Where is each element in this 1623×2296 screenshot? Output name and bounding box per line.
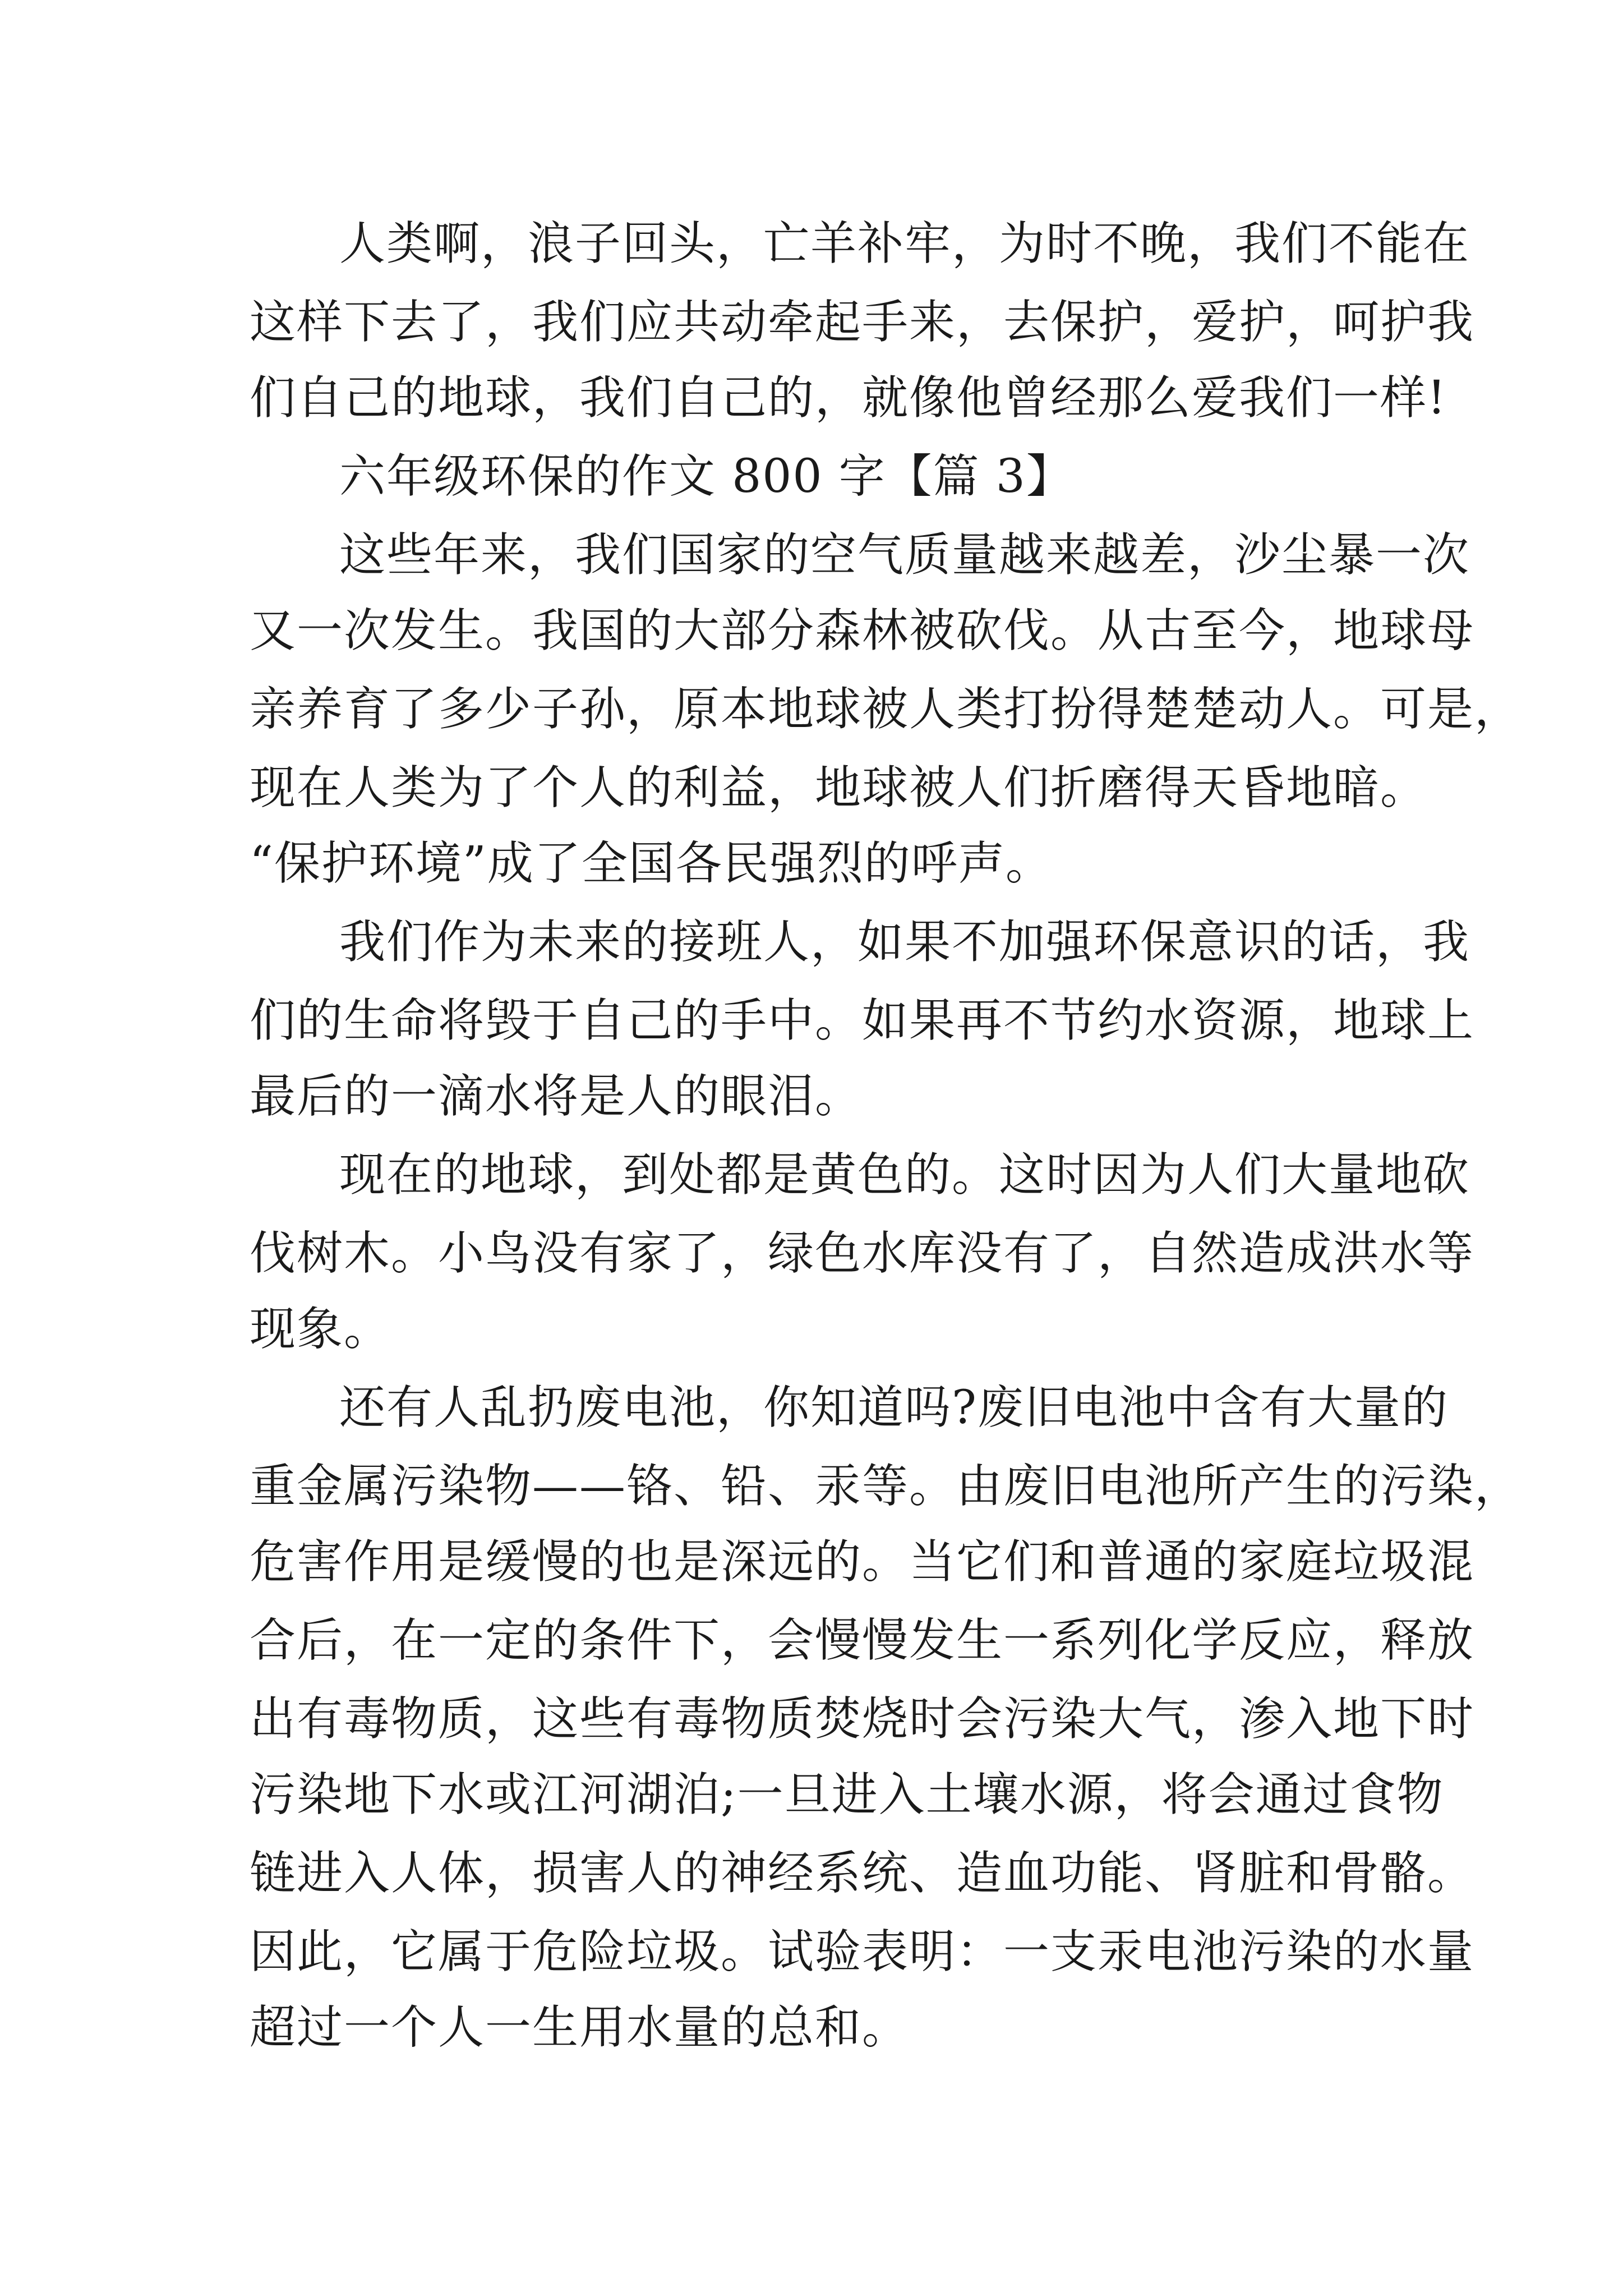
text-line: 亲养育了多少子孙，原本地球被人类打扮得楚楚动人。可是， [250,683,1522,736]
text-line: 现象。 [250,1303,391,1356]
text-line: 重金属污染物——铬、铅、汞等。由废旧电池所产生的污染， [250,1460,1522,1513]
text-line: 们的生命将毁于自己的手中。如果再不节约水资源，地球上 [250,994,1475,1047]
text-line: 因此，它属于危险垃圾。试验表明：一支汞电池污染的水量 [250,1925,1475,1978]
text-line: 还有人乱扔废电池，你知道吗?废旧电池中含有大量的 [339,1381,1449,1434]
section-heading: 六年级环保的作文 800 字【篇 3】 [339,450,1073,503]
text-line: 超过一个人一生用水量的总和。 [250,2001,910,2054]
text-line: 这样下去了，我们应共动牵起手来，去保护，爱护，呵护我 [250,296,1475,349]
text-line: 危害作用是缓慢的也是深远的。当它们和普通的家庭垃圾混 [250,1535,1475,1589]
text-line: 最后的一滴水将是人的眼泪。 [250,1070,863,1123]
text-line: 污染地下水或江河湖泊;一旦进入土壤水源，将会通过食物 [250,1768,1444,1821]
text-line: 合后，在一定的条件下，会慢慢发生一系列化学反应，释放 [250,1614,1475,1667]
text-line: 链进入人体，损害人的神经系统、造血功能、肾脏和骨骼。 [250,1847,1475,1900]
text-line: 人类啊，浪子回头，亡羊补牢，为时不晚，我们不能在 [339,217,1470,270]
text-line: 出有毒物质，这些有毒物质焚烧时会污染大气，渗入地下时 [250,1692,1475,1746]
text-line: “保护环境”成了全国各民强烈的呼声。 [250,837,1053,890]
text-line: 又一次发生。我国的大部分森林被砍伐。从古至今，地球母 [250,604,1475,657]
text-line: 现在人类为了个人的利益，地球被人们折磨得天昏地暗。 [250,761,1428,815]
text-line: 这些年来，我们国家的空气质量越来越差，沙尘暴一次 [339,528,1470,582]
text-line: 现在的地球，到处都是黄色的。这时因为人们大量地砍 [339,1148,1470,1202]
text-line: 我们作为未来的接班人，如果不加强环保意识的话，我 [339,915,1470,969]
text-line: 们自己的地球，我们自己的，就像他曾经那么爱我们一样! [250,371,1447,425]
text-line: 伐树木。小鸟没有家了，绿色水库没有了，自然造成洪水等 [250,1227,1475,1280]
